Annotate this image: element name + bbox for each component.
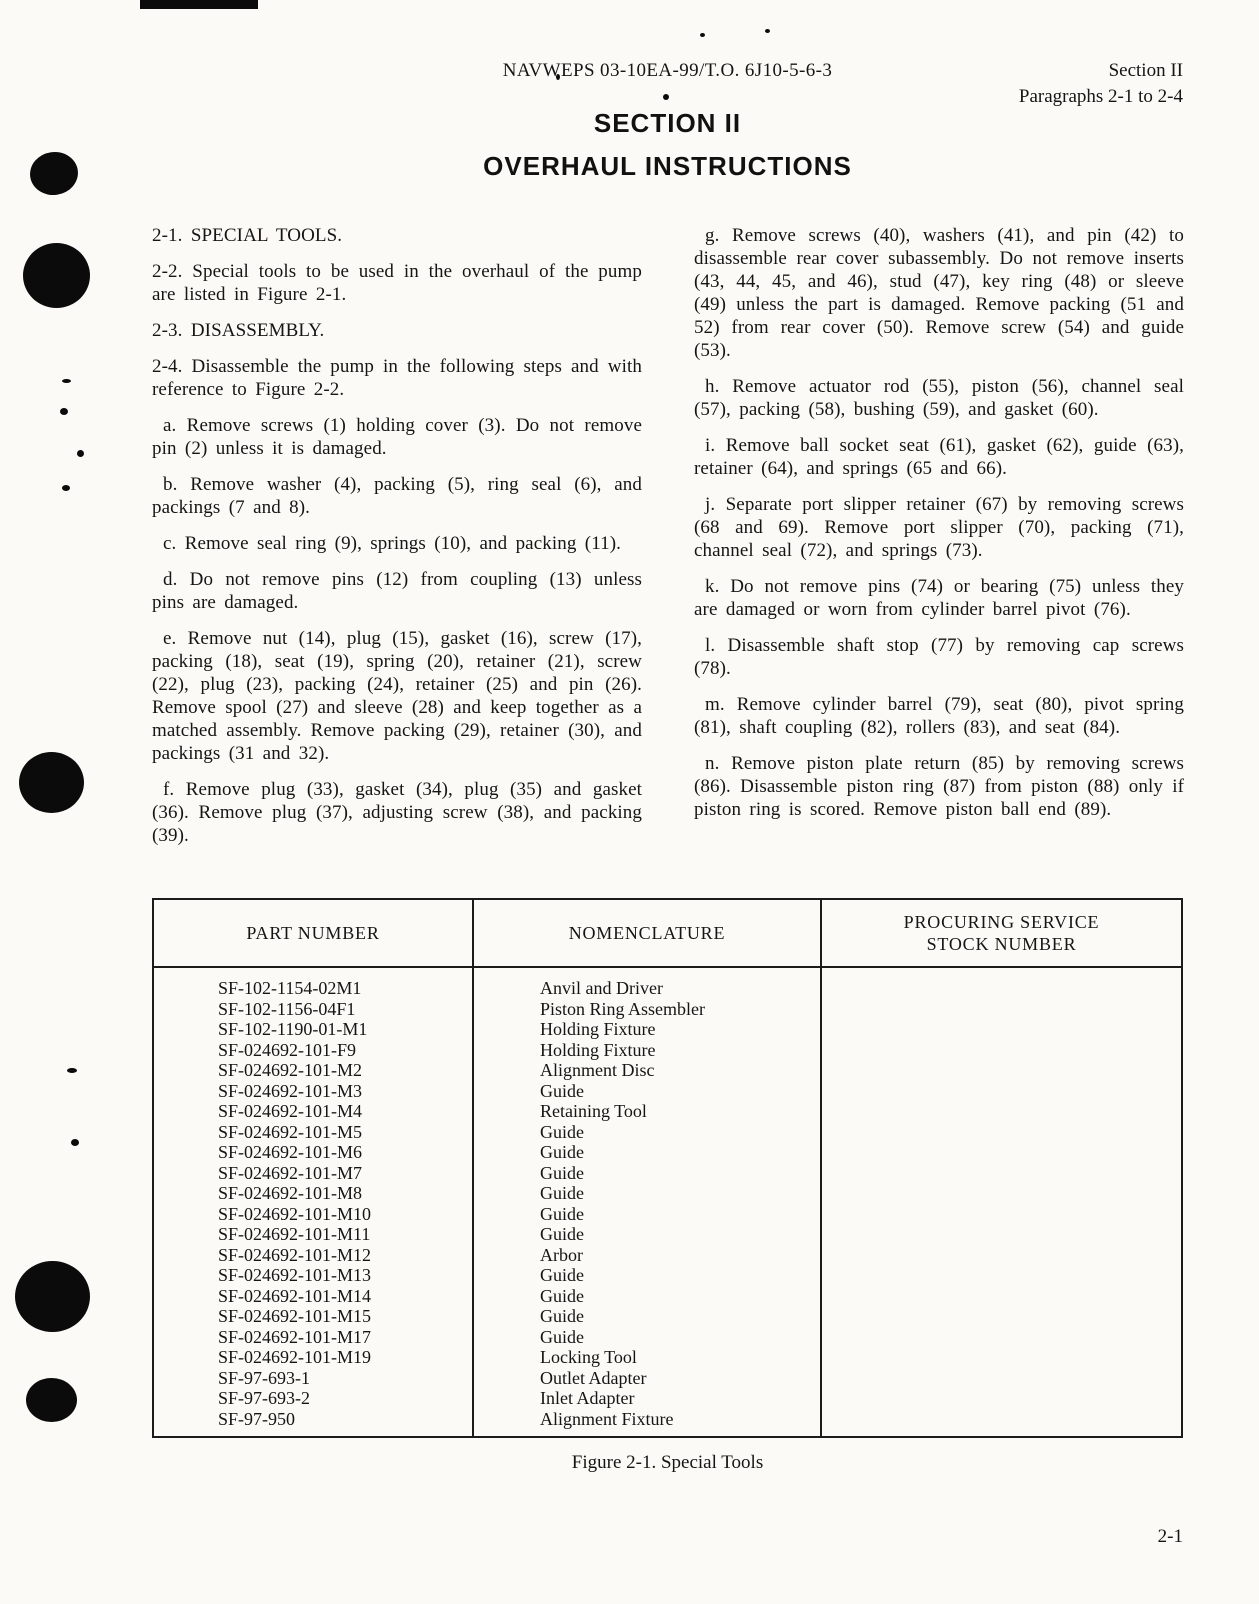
stock-number-cell xyxy=(820,1122,1181,1143)
paragraph: a. Remove screws (1) holding cover (3). Do not remove pin (2) unless it is damaged. xyxy=(152,415,642,459)
part-number-cell: SF-024692-101-M13 xyxy=(218,1265,372,1285)
hole-punch-mark xyxy=(27,149,81,198)
nomenclature-cell: Guide xyxy=(540,1183,584,1203)
stock-number-cell xyxy=(820,1327,1181,1348)
stock-number-cell xyxy=(820,1204,1181,1225)
table-rule-header xyxy=(154,966,1181,968)
nomenclature-cell: Guide xyxy=(540,1080,584,1101)
nomenclature-cell: Guide xyxy=(540,1285,584,1306)
stock-number-cell xyxy=(820,1019,1181,1040)
left-column xyxy=(152,224,642,860)
right-column xyxy=(694,224,1184,834)
column-header-part-number: PART NUMBER xyxy=(246,923,380,943)
part-number-cell: SF-97-950 xyxy=(218,1408,296,1429)
nomenclature-cell: Anvil and Driver xyxy=(540,978,663,998)
part-number-cell: SF-024692-101-M14 xyxy=(218,1285,372,1306)
nomenclature-cell: Inlet Adapter xyxy=(540,1388,635,1408)
hole-punch-mark xyxy=(26,1378,77,1422)
paragraph: c. Remove seal ring (9), springs (10), and packing (11). xyxy=(163,533,621,554)
part-number-cell: SF-102-1190-01-M1 xyxy=(218,1019,368,1039)
hole-punch-mark xyxy=(23,243,90,308)
stock-number-cell xyxy=(820,978,1181,999)
stock-number-cell xyxy=(820,999,1181,1020)
scan-speck xyxy=(60,408,68,415)
paragraph: e. Remove nut (14), plug (15), gasket (16), screw (17), packing (18), seat (19), spring (20), retainer (21), screw (22), plug (23), packing (24), retainer (25) and pin (26). Remove spool (27) and sleeve (28) and keep together as a matched assembly. Remove packing (29), retainer (30), and packings (31 and 32). xyxy=(152,628,642,764)
nomenclature-cell: Locking Tool xyxy=(540,1347,637,1367)
scan-speck xyxy=(71,1139,79,1146)
part-number-cell: SF-024692-101-M15 xyxy=(218,1306,372,1326)
part-number-cell: SF-024692-101-M17 xyxy=(218,1326,372,1347)
column-header-stock-number-lines xyxy=(904,911,1100,955)
paragraph: 2-2. Special tools to be used in the overhaul of the pump are listed in Figure 2-1. xyxy=(152,261,642,305)
stock-number-cell xyxy=(820,1245,1181,1266)
part-number-cell: SF-024692-101-M2 xyxy=(218,1060,363,1080)
scan-speck xyxy=(67,1068,77,1073)
hole-punch-mark xyxy=(15,1261,90,1332)
nomenclature-cell: Alignment Fixture xyxy=(540,1408,674,1429)
paragraph: i. Remove ball socket seat (61), gasket (62), guide (63), retainer (64), and springs (65 and 66). xyxy=(694,435,1184,479)
nomenclature-cell: Guide xyxy=(540,1162,584,1183)
scan-speck xyxy=(663,94,669,100)
nomenclature-cell: Retaining Tool xyxy=(540,1101,647,1121)
part-number-cell: SF-97-693-1 xyxy=(218,1367,311,1388)
paragraph: h. Remove actuator rod (55), piston (56), channel seal (57), packing (58), bushing (59), and gasket (60). xyxy=(694,376,1184,420)
stock-number-cell xyxy=(820,1040,1181,1061)
paragraph: l. Disassemble shaft stop (77) by removing cap screws (78). xyxy=(694,635,1184,679)
part-number-cell: SF-102-1156-04F1 xyxy=(218,998,356,1019)
part-number-cell: SF-024692-101-M19 xyxy=(218,1347,372,1367)
hole-punch-mark xyxy=(19,752,84,813)
part-number-cell: SF-102-1154-02M1 xyxy=(218,978,362,998)
nomenclature-cell: Guide xyxy=(540,1306,584,1326)
scan-speck xyxy=(62,485,70,491)
part-number-cell: SF-024692-101-M8 xyxy=(218,1183,363,1203)
stock-number-cell xyxy=(820,1101,1181,1122)
stock-number-cell xyxy=(820,1409,1181,1430)
paragraph: 2-4. Disassemble the pump in the following steps and with reference to Figure 2-2. xyxy=(152,356,642,400)
scan-speck xyxy=(700,33,705,37)
part-number-cell: SF-024692-101-M6 xyxy=(218,1142,363,1162)
header-section-ref: Section II xyxy=(1108,60,1183,81)
nomenclature-cell: Guide xyxy=(540,1203,584,1224)
scan-speck xyxy=(77,450,84,457)
stock-header-line2: STOCK NUMBER xyxy=(926,934,1077,954)
nomenclature-cell: Holding Fixture xyxy=(540,1039,656,1060)
paragraph: 2-1. SPECIAL TOOLS. xyxy=(152,225,343,246)
stock-number-cell xyxy=(820,1306,1181,1327)
nomenclature-cell: Guide xyxy=(540,1142,584,1162)
paragraph: n. Remove piston plate return (85) by removing screws (86). Disassemble piston ring (87) from piston (88) only if piston ring is scored. Remove piston ball end (89). xyxy=(694,753,1184,820)
section-subtitle: OVERHAUL INSTRUCTIONS xyxy=(483,151,852,181)
stock-number-cell xyxy=(820,1224,1181,1245)
page-number: 2-1 xyxy=(1157,1526,1183,1547)
section-title: SECTION II xyxy=(593,108,742,138)
stock-number-cell xyxy=(820,1081,1181,1102)
paragraph: m. Remove cylinder barrel (79), seat (80), pivot spring (81), shaft coupling (82), rollers (83), and seat (84). xyxy=(694,694,1184,738)
scan-speck xyxy=(62,379,71,383)
nomenclature-cell: Guide xyxy=(540,1326,584,1347)
stock-number-cell xyxy=(820,1347,1181,1368)
part-number-cell: SF-024692-101-M10 xyxy=(218,1203,372,1224)
stock-number-cell xyxy=(820,1163,1181,1184)
paragraph: j. Separate port slipper retainer (67) by removing screws (68 and 69). Remove port slipper (70), packing (71), channel seal (72), and springs (73). xyxy=(694,494,1184,561)
stock-number-cell xyxy=(820,1286,1181,1307)
nomenclature-cell: Guide xyxy=(540,1265,584,1285)
nomenclature-cell: Piston Ring Assembler xyxy=(540,998,706,1019)
header-right xyxy=(1019,58,1183,110)
paragraph: f. Remove plug (33), gasket (34), plug (35) and gasket (36). Remove plug (37), adjusting screw (38), and packing (39). xyxy=(152,779,642,846)
doc-number: NAVWEPS 03-10EA-99/T.O. 6J10-5-6-3 xyxy=(502,60,833,81)
nomenclature-cell: Guide xyxy=(540,1224,584,1244)
stock-number-cell xyxy=(820,1368,1181,1389)
paragraph: g. Remove screws (40), washers (41), and pin (42) to disassemble rear cover subassembly. Do not remove inserts (43, 44, 45, and 46), stud (47), key ring (48) or sleeve (49) unless the part is damaged. Remove packing (51 and 52) from rear cover (50). Remove screw (54) and guide (53). xyxy=(694,225,1184,361)
nomenclature-cell: Outlet Adapter xyxy=(540,1367,647,1388)
paragraph: k. Do not remove pins (74) or bearing (75) unless they are damaged or worn from cylinder barrel pivot (76). xyxy=(694,576,1184,620)
part-number-cell: SF-024692-101-F9 xyxy=(218,1039,357,1060)
stock-number-cell xyxy=(820,1060,1181,1081)
stock-number-cell xyxy=(820,1388,1181,1409)
scan-speck xyxy=(765,29,770,33)
stock-number-cell xyxy=(820,1183,1181,1204)
special-tools-table-body xyxy=(154,978,1181,1429)
header-paragraphs-ref: Paragraphs 2-1 to 2-4 xyxy=(1018,86,1183,107)
column-header-stock-number xyxy=(822,900,1181,966)
nomenclature-cell: Alignment Disc xyxy=(540,1060,655,1080)
part-number-cell: SF-024692-101-M3 xyxy=(218,1080,363,1101)
scan-edge-bar xyxy=(140,0,258,9)
column-header-nomenclature: NOMENCLATURE xyxy=(568,923,726,943)
nomenclature-cell: Guide xyxy=(540,1121,584,1142)
nomenclature-cell: Holding Fixture xyxy=(540,1019,656,1039)
part-number-cell: SF-024692-101-M4 xyxy=(218,1101,363,1121)
part-number-cell: SF-024692-101-M7 xyxy=(218,1162,363,1183)
special-tools-table xyxy=(152,898,1183,1438)
figure-caption: Figure 2-1. Special Tools xyxy=(571,1452,764,1473)
stock-number-cell xyxy=(820,1142,1181,1163)
part-number-cell: SF-024692-101-M5 xyxy=(218,1121,363,1142)
paragraph: d. Do not remove pins (12) from coupling (13) unless pins are damaged. xyxy=(152,569,642,613)
stock-header-line1: PROCURING SERVICE xyxy=(903,912,1100,932)
stock-number-cell xyxy=(820,1265,1181,1286)
part-number-cell: SF-024692-101-M11 xyxy=(218,1224,371,1244)
paragraph: 2-3. DISASSEMBLY. xyxy=(152,320,325,341)
part-number-cell: SF-97-693-2 xyxy=(218,1388,311,1408)
nomenclature-cell: Arbor xyxy=(540,1244,583,1265)
paragraph: b. Remove washer (4), packing (5), ring seal (6), and packings (7 and 8). xyxy=(152,474,642,518)
part-number-cell: SF-024692-101-M12 xyxy=(218,1244,372,1265)
